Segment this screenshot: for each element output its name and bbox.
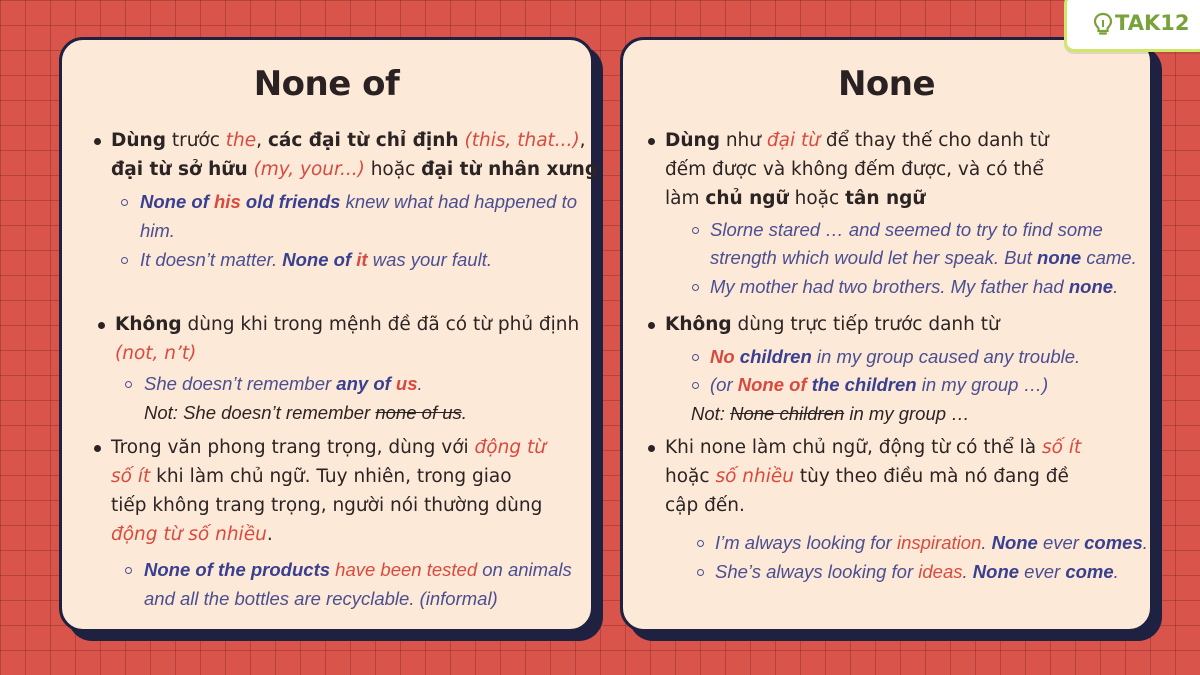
card-none-of bbox=[59, 37, 599, 632]
example-4: (or None of the children in my group …) bbox=[710, 374, 1049, 395]
card-none bbox=[620, 37, 1153, 632]
bullet-dot bbox=[648, 322, 655, 329]
example-1-line-1: None of his old friends knew what had happened to bbox=[140, 191, 578, 212]
incorrect-example-1: Not: None children in my group … bbox=[691, 403, 970, 424]
example-2: My mother had two brothers. My father had none. bbox=[710, 276, 1119, 297]
sub-bullet-circle bbox=[692, 227, 699, 234]
example-1-line-1: Slorne stared … and seemed to try to find some bbox=[710, 219, 1103, 240]
sub-bullet-circle bbox=[697, 540, 704, 547]
bullet-dot bbox=[648, 445, 655, 452]
bullet-dot bbox=[94, 138, 101, 145]
sub-bullet-circle bbox=[125, 381, 132, 388]
rule-2-line-2: (not, n’t) bbox=[115, 343, 197, 364]
rule-1-line-2: đại từ sở hữu (my, your...) hoặc đại từ nhân xưng bbox=[111, 159, 599, 180]
bullet-dot bbox=[98, 322, 105, 329]
rule-2-line-1: Không dùng khi trong mệnh đề đã có từ phủ định bbox=[115, 314, 580, 335]
card-title: None bbox=[837, 64, 936, 104]
brand-logo-text: TAK12 bbox=[1115, 11, 1190, 35]
example-4-line-2: and all the bottles are recyclable. (informal) bbox=[144, 588, 498, 609]
example-3: She doesn’t remember any of us. bbox=[144, 373, 423, 394]
example-4-line-1: None of the products have been tested on animals bbox=[144, 559, 572, 580]
sub-bullet-circle bbox=[692, 382, 699, 389]
rule-3-line-3: tiếp không trang trọng, người nói thường dùng bbox=[111, 495, 543, 516]
sub-bullet-circle bbox=[692, 354, 699, 361]
card-title: None of bbox=[253, 64, 400, 104]
rule-3-line-2: hoặc số nhiều tùy theo điều mà nó đang đề bbox=[665, 466, 1069, 487]
lightbulb-icon bbox=[1093, 12, 1113, 41]
sub-bullet-circle bbox=[697, 569, 704, 576]
rule-1-line-1: Dùng trước the, các đại từ chỉ định (this, that...), bbox=[111, 130, 586, 151]
bullet-dot bbox=[94, 445, 101, 452]
example-6: She’s always looking for ideas. None ever come. bbox=[715, 561, 1119, 582]
incorrect-example-1: Not: She doesn’t remember none of us. bbox=[144, 402, 467, 423]
sub-bullet-circle bbox=[121, 257, 128, 264]
rule-3-line-3: cập đến. bbox=[665, 495, 745, 516]
sub-bullet-circle bbox=[692, 284, 699, 291]
sub-bullet-circle bbox=[121, 199, 128, 206]
rule-1-line-2: đếm được và không đếm được, và có thể bbox=[665, 159, 1044, 180]
example-1-line-2: strength which would let her speak. But none came. bbox=[710, 247, 1137, 268]
example-1-line-2: him. bbox=[140, 220, 175, 241]
bullet-dot bbox=[648, 138, 655, 145]
rule-3-line-2: số ít khi làm chủ ngữ. Tuy nhiên, trong giao bbox=[111, 466, 512, 487]
example-3: No children in my group caused any trouble. bbox=[710, 346, 1081, 367]
example-2: It doesn’t matter. None of it was your fault. bbox=[140, 249, 492, 270]
rule-3-line-4: động từ số nhiều. bbox=[111, 524, 273, 545]
rule-3-line-1: Trong văn phong trang trọng, dùng với động từ bbox=[111, 437, 546, 458]
brand-logo bbox=[1064, 0, 1200, 52]
rule-1-line-1: Dùng như đại từ để thay thế cho danh từ bbox=[665, 130, 1049, 151]
sub-bullet-circle bbox=[125, 567, 132, 574]
rule-1-line-3: làm chủ ngữ hoặc tân ngữ bbox=[665, 188, 926, 209]
rule-2: Không dùng trực tiếp trước danh từ bbox=[665, 314, 1000, 335]
example-5: I’m always looking for inspiration. None ever comes. bbox=[715, 532, 1148, 553]
rule-3-line-1: Khi none làm chủ ngữ, động từ có thể là số ít bbox=[665, 437, 1082, 458]
